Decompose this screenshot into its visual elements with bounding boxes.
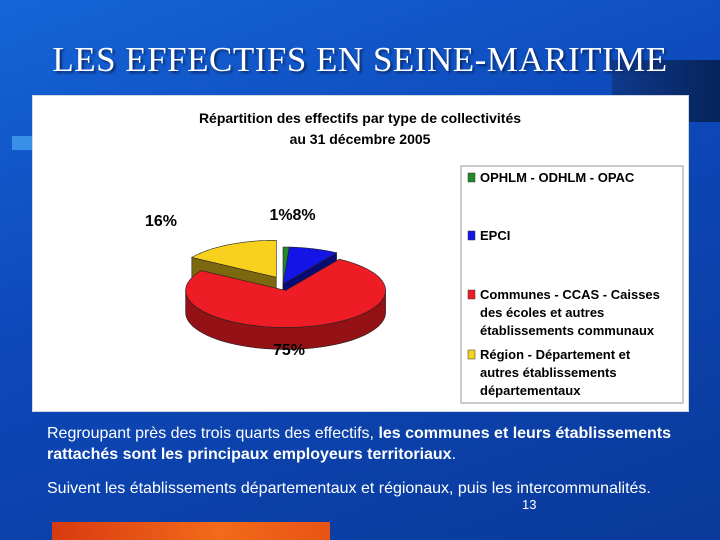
legend-label: établissements communaux <box>480 323 655 338</box>
body-paragraph-2: Suivent les établissements départementaux et régionaux, puis les intercommunalités. <box>47 480 651 497</box>
pie-label-epci: 8% <box>292 207 316 224</box>
chart-title: Répartition des effectifs par type de collectivités <box>198 110 522 126</box>
legend-swatch-communes <box>468 290 475 299</box>
pie-chart <box>33 96 688 411</box>
decorative-tab <box>12 136 34 150</box>
body-paragraph-1-bold: les communes et leurs établissements rattachés sont les principaux employeurs territoriaux <box>47 425 672 463</box>
chart-panel <box>32 95 689 412</box>
legend-label: départementaux <box>480 383 581 398</box>
legend-label: autres établissements <box>480 365 617 380</box>
decorative-orange-bar <box>52 522 330 540</box>
legend-swatch-epci <box>468 231 475 240</box>
body-paragraph-1 <box>47 423 687 465</box>
legend-label: EPCI <box>480 228 511 243</box>
legend-swatch-rgion <box>468 350 475 359</box>
pie-group <box>145 207 386 359</box>
slide-title: LES EFFECTIFS EN SEINE-MARITIME <box>52 40 668 79</box>
legend-swatch-ophlm <box>468 173 475 182</box>
pie-label-communes: 75% <box>272 342 306 359</box>
legend-label: OPHLM - ODHLM - OPAC <box>480 170 635 185</box>
legend-label: Communes - CCAS - Caisses <box>480 287 660 302</box>
chart-subtitle: au 31 décembre 2005 <box>289 131 431 147</box>
legend-label: des écoles et autres <box>480 305 605 320</box>
legend-label: Région - Département et <box>480 347 631 362</box>
pie-label-ophlm: 1% <box>269 207 293 224</box>
page-number: 13 <box>522 497 537 512</box>
body-paragraph-1-text: Regroupant près des trois quarts des effectifs, <box>47 425 379 442</box>
body-paragraph-1-end: . <box>451 446 457 463</box>
pie-label-rgion: 16% <box>144 213 178 230</box>
